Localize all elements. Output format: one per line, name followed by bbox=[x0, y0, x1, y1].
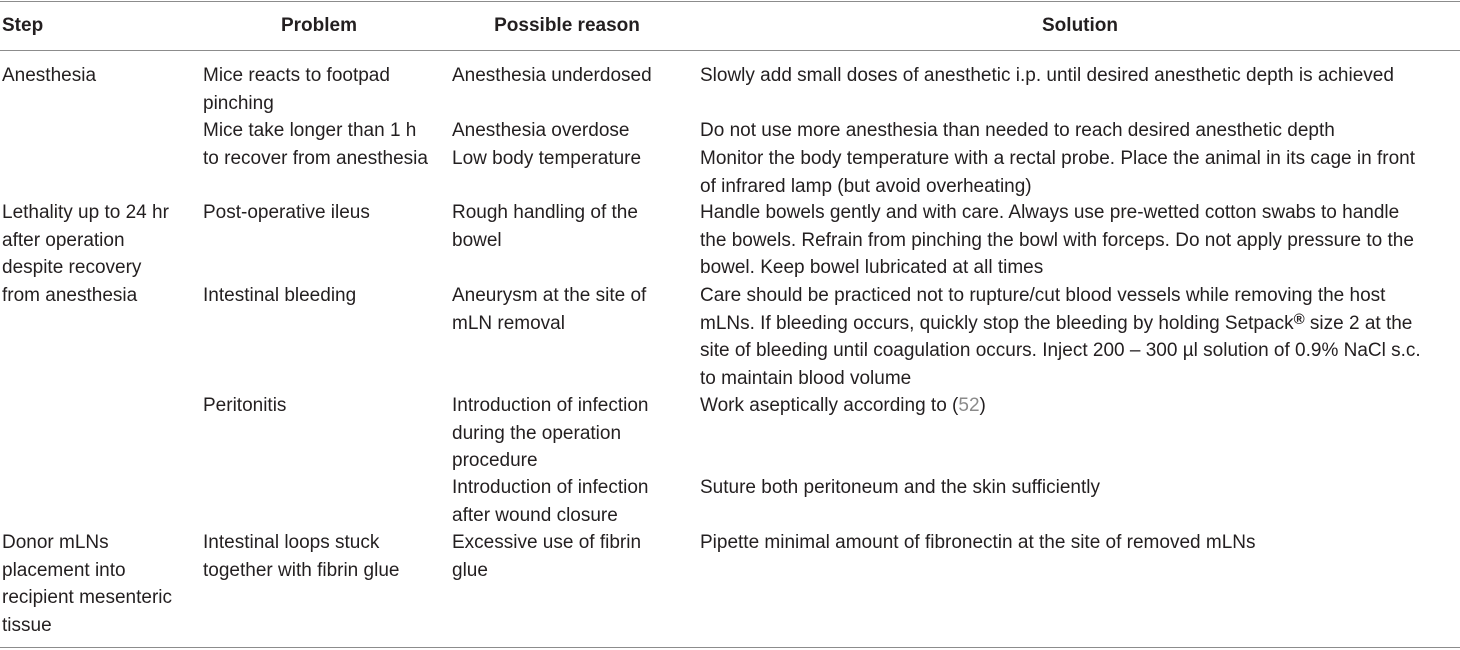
cell-reason bbox=[452, 199, 638, 254]
cell-reason bbox=[452, 529, 641, 584]
cell-line: Lethality up to 24 hr bbox=[2, 202, 169, 223]
cell-line: bowel. Keep bowel lubricated at all times bbox=[700, 257, 1044, 278]
cell-line: Anesthesia underdosed bbox=[452, 65, 652, 86]
cell-line: to maintain blood volume bbox=[700, 367, 912, 389]
cell-text: Work aseptically according to ( bbox=[700, 395, 959, 416]
cell-line: site of bleeding until coagulation occurs. Inject 200 – 300 µl solution of 0.9% NaCl s.c. bbox=[700, 340, 1421, 361]
registered-mark: ® bbox=[1293, 310, 1305, 328]
cell-line: Do not use more anesthesia than needed to reach desired anesthetic depth bbox=[700, 120, 1335, 141]
cell-line: of infrared lamp (but avoid overheating) bbox=[700, 175, 1032, 197]
cell-line: recipient mesenteric bbox=[2, 587, 173, 608]
cell-solution bbox=[700, 199, 1414, 282]
cell-line: Introduction of infection bbox=[452, 395, 649, 416]
cell-line: Suture both peritoneum and the skin sufficiently bbox=[700, 477, 1100, 498]
cell-problem bbox=[203, 199, 370, 227]
cell-line: pinching bbox=[203, 92, 274, 114]
cell-solution bbox=[700, 529, 1255, 557]
table-header-rule bbox=[0, 50, 1460, 51]
cell-reason bbox=[452, 474, 648, 529]
cell-line: glue bbox=[452, 559, 488, 581]
cell-step bbox=[2, 62, 96, 90]
cell-line: tissue bbox=[2, 614, 52, 636]
cell-line: Anesthesia bbox=[2, 65, 97, 86]
cell-solution bbox=[700, 62, 1394, 90]
cell-problem bbox=[203, 529, 399, 584]
cell-reason bbox=[452, 145, 641, 173]
header-problem: Problem bbox=[280, 15, 358, 36]
cell-line: Care should be practiced not to rupture/cut blood vessels while removing the host bbox=[700, 285, 1386, 306]
cell-line: Intestinal bleeding bbox=[203, 285, 357, 306]
cell-line: Excessive use of fibrin bbox=[452, 532, 642, 553]
cell-line: Post-operative ileus bbox=[203, 202, 370, 223]
cell-line: Donor mLNs bbox=[2, 532, 109, 553]
cell-line: Mice take longer than 1 h bbox=[203, 120, 417, 141]
cell-problem bbox=[203, 62, 390, 117]
cell-reason bbox=[452, 62, 652, 90]
cell-line: Aneurysm at the site of bbox=[452, 285, 647, 306]
cell-line: to recover from anesthesia bbox=[203, 147, 428, 169]
cell-solution bbox=[700, 117, 1335, 145]
cell-line: Slowly add small doses of anesthetic i.p. until desired anesthetic depth is achieved bbox=[700, 65, 1394, 86]
cell-text: ) bbox=[979, 395, 986, 416]
cell-problem bbox=[203, 282, 356, 310]
cell-line: after operation bbox=[2, 229, 125, 251]
cell-line: Low body temperature bbox=[452, 148, 642, 169]
cell-line: Anesthesia overdose bbox=[452, 120, 630, 141]
cell-line: Intestinal loops stuck bbox=[203, 532, 380, 553]
cell-line: Mice reacts to footpad bbox=[203, 65, 390, 86]
cell-solution bbox=[700, 145, 1415, 200]
cell-line: Rough handling of the bbox=[452, 202, 638, 223]
cell-step bbox=[2, 529, 172, 639]
cell-line: procedure bbox=[452, 450, 538, 471]
cell-solution bbox=[700, 392, 986, 420]
cell-reason bbox=[452, 282, 646, 337]
cell-text: size 2 at the bbox=[1304, 312, 1413, 334]
cell-line: after wound closure bbox=[452, 504, 618, 526]
cell-line: Monitor the body temperature with a rectal probe. Place the animal in its cage in front bbox=[700, 148, 1415, 169]
cell-line: Introduction of infection bbox=[452, 477, 649, 498]
table-bottom-rule bbox=[0, 647, 1460, 648]
cell-line bbox=[700, 310, 1421, 338]
cell-step bbox=[2, 199, 169, 309]
header-step: Step bbox=[2, 15, 44, 36]
cell-line: despite recovery bbox=[2, 257, 142, 278]
cell-line bbox=[700, 392, 986, 420]
cell-line: during the operation bbox=[452, 422, 622, 444]
cell-line: Handle bowels gently and with care. Always use pre-wetted cotton swabs to handle bbox=[700, 202, 1400, 223]
cell-line: from anesthesia bbox=[2, 284, 138, 306]
cell-problem bbox=[203, 392, 286, 420]
cell-solution bbox=[700, 282, 1421, 392]
cell-line: Pipette minimal amount of fibronectin at the site of removed mLNs bbox=[700, 532, 1256, 553]
cell-reason bbox=[452, 117, 629, 145]
reference-link[interactable]: 52 bbox=[958, 395, 980, 416]
cell-text: mLNs. If bleeding occurs, quickly stop the bleeding by holding Setpack bbox=[700, 312, 1294, 334]
cell-line: the bowels. Refrain from pinching the bowl with forceps. Do not apply pressure to the bbox=[700, 229, 1414, 251]
header-solution: Solution bbox=[1042, 15, 1118, 36]
cell-reason bbox=[452, 392, 648, 475]
table-top-rule bbox=[0, 1, 1460, 2]
cell-line: bowel bbox=[452, 229, 502, 251]
cell-line: together with fibrin glue bbox=[203, 559, 400, 581]
cell-line: Peritonitis bbox=[203, 395, 287, 416]
cell-line: mLN removal bbox=[452, 312, 565, 334]
cell-solution bbox=[700, 474, 1100, 502]
header-reason: Possible reason bbox=[494, 15, 640, 36]
cell-problem bbox=[203, 117, 428, 172]
cell-line: placement into bbox=[2, 559, 126, 581]
